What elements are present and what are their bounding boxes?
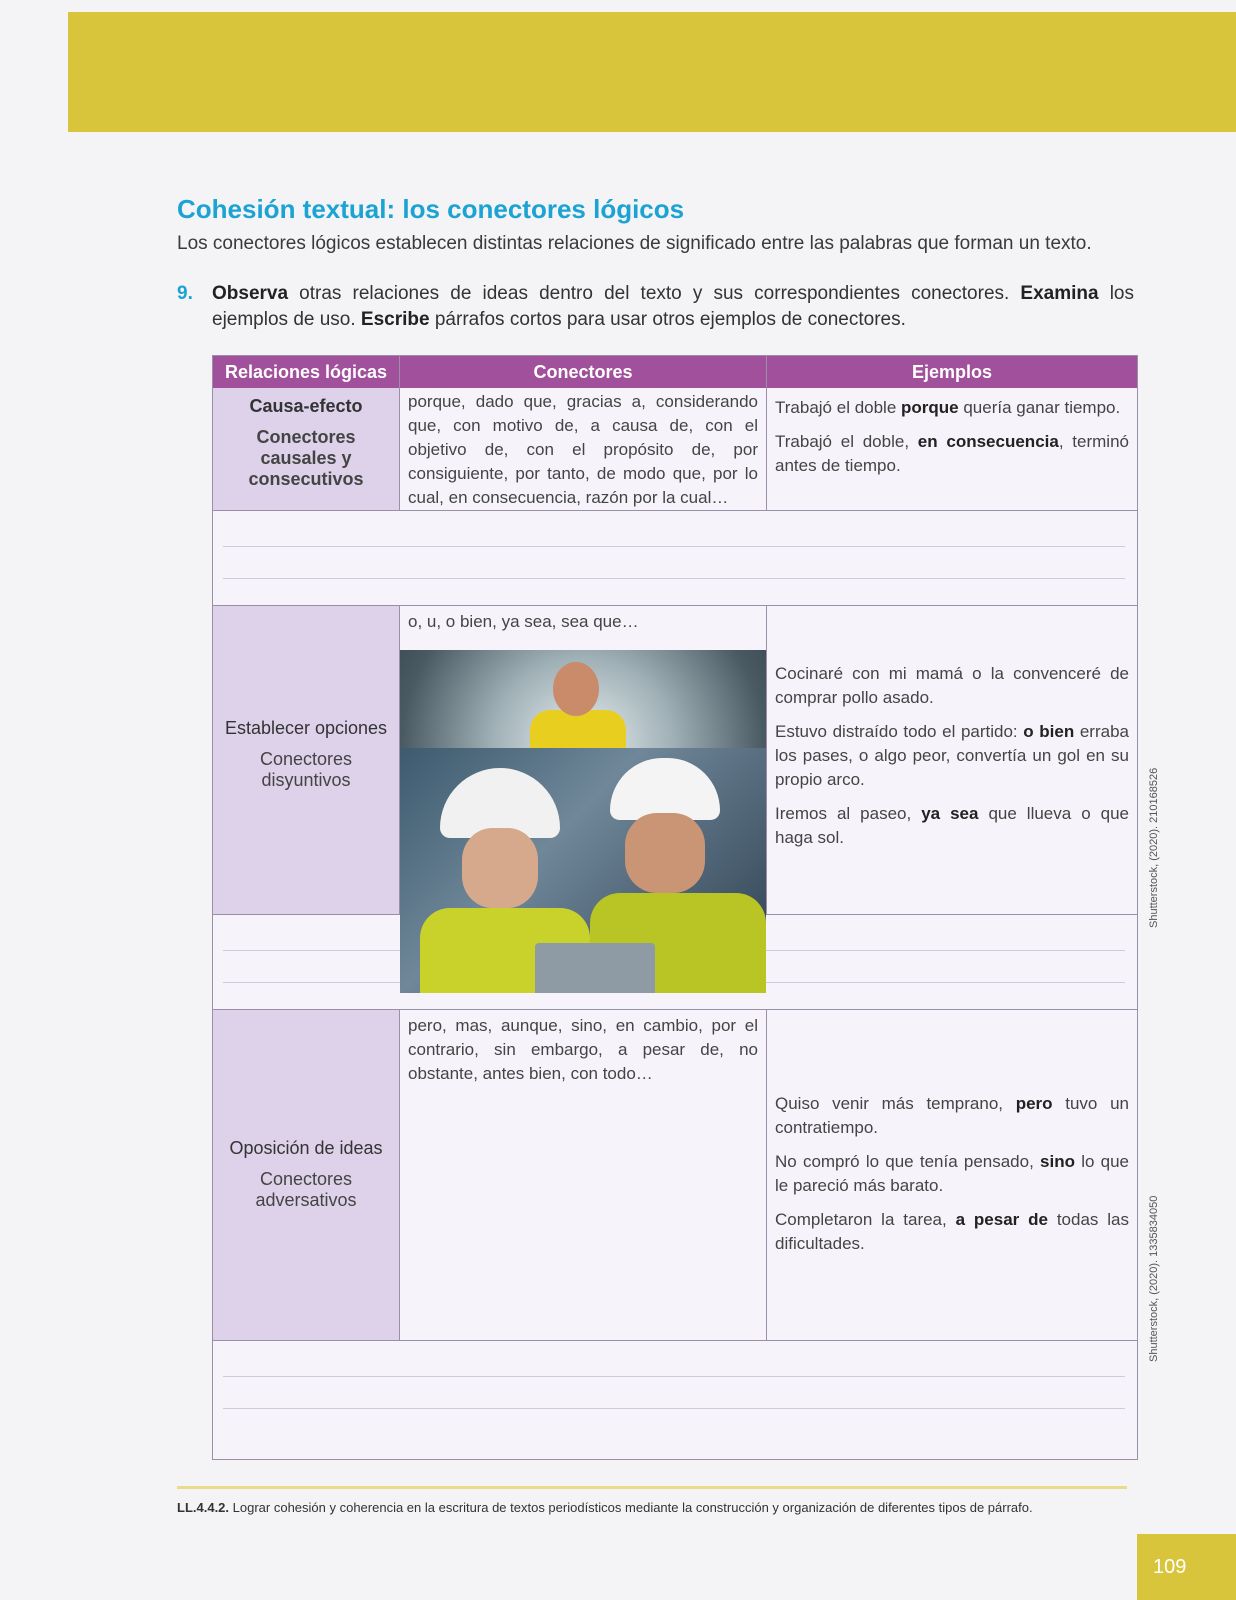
- column-divider: [766, 356, 767, 510]
- row-3-relation-cell: [213, 1010, 399, 1340]
- example-3-3: Completaron la tarea, a pesar de todas las dificultades.: [775, 1210, 1130, 1253]
- example-3-1: Quiso venir más temprano, pero tuvo un contratiempo.: [775, 1094, 1129, 1137]
- footer-skill: LL.4.4.2. Lograr cohesión y coherencia en la escritura de textos periodísticos mediante la construcción y organización de diferentes tipos de párrafo.: [177, 1500, 1033, 1515]
- row-2-type: Conectores disyuntivos: [259, 749, 353, 790]
- column-divider: [399, 356, 400, 510]
- writing-line: [223, 546, 1125, 547]
- header-examples: Ejemplos: [767, 356, 1137, 388]
- page-number: 109: [1137, 1534, 1236, 1600]
- writing-line: [223, 1376, 1125, 1377]
- example-2-3: Iremos al paseo, ya sea que llueva o que haga sol.: [775, 804, 1129, 847]
- row-2-connectors: o, u, o bien, ya sea, sea que…: [400, 606, 766, 914]
- column-divider: [766, 606, 767, 914]
- row-1-examples: [767, 388, 1137, 510]
- example-2-1: Cocinaré con mi mamá o la convenceré de comprar pollo asado.: [775, 664, 1129, 707]
- column-divider: [399, 606, 400, 914]
- top-color-band: [68, 12, 1236, 132]
- example-1-2: Trabajó el doble, en consecuencia, terminó antes de tiempo.: [775, 432, 1129, 475]
- column-divider: [399, 1010, 400, 1340]
- photo-credit-2: Shutterstock, (2020). 1335834050: [1148, 1195, 1160, 1362]
- row-2-relation-cell: [213, 606, 399, 914]
- row-3-connectors: pero, mas, aunque, sino, en cambio, por el contrario, sin embargo, a pesar de, no obstante, antes bien, con todo…: [400, 1010, 766, 1340]
- writing-line: [223, 1408, 1125, 1409]
- connectors-table: [212, 355, 1138, 1460]
- photo-credit-1: Shutterstock, (2020). 210168526: [1148, 767, 1160, 928]
- row-1-relation: Causa-efecto: [249, 396, 363, 416]
- writing-area-1[interactable]: [213, 511, 1137, 605]
- activity-number: 9.: [177, 283, 193, 304]
- row-1-type: Conectores causales y consecutivos: [248, 427, 364, 489]
- header-connectors: Conectores: [400, 356, 766, 388]
- intro-text: Los conectores lógicos establecen distintas relaciones de significado entre las palabras que forman un texto.: [177, 233, 1092, 254]
- row-2-examples: [767, 606, 1137, 914]
- example-2-2: Estuvo distraído todo el partido: o bien erraba los pases, o algo peor, convertía un gol en su propio arco.: [775, 722, 1129, 789]
- activity-instructions: Observa otras relaciones de ideas dentro del texto y sus correspondientes conectores. Examina los ejemplos de uso. Escribe párrafos cortos para usar otros ejemplos de conectores.: [212, 283, 1134, 330]
- section-title: Cohesión textual: los conectores lógicos: [177, 194, 685, 224]
- header-relations: Relaciones lógicas: [213, 356, 399, 388]
- photo-engineers: [400, 748, 766, 993]
- row-2-relation: Establecer opciones: [224, 718, 388, 738]
- writing-line: [223, 578, 1125, 579]
- example-1-1: Trabajó el doble porque quería ganar tiempo.: [775, 398, 1121, 417]
- example-3-2: No compró lo que tenía pensado, sino lo que le pareció más barato.: [775, 1152, 1129, 1195]
- column-divider: [766, 1010, 767, 1340]
- row-1-connectors: porque, dado que, gracias a, considerando que, con motivo de, a causa de, con el objetivo de, con el propósito de, por consiguiente, por tanto, de modo que, por lo cual, en consecuencia, razón por la cual…: [400, 388, 766, 510]
- footer-divider: [177, 1486, 1127, 1489]
- writing-area-3[interactable]: [213, 1341, 1137, 1459]
- row-3-relation: Oposición de ideas: [229, 1138, 383, 1158]
- row-3-examples: [767, 1010, 1137, 1340]
- row-1-relation-cell: [213, 388, 399, 510]
- row-3-type: Conectores adversativos: [255, 1169, 357, 1210]
